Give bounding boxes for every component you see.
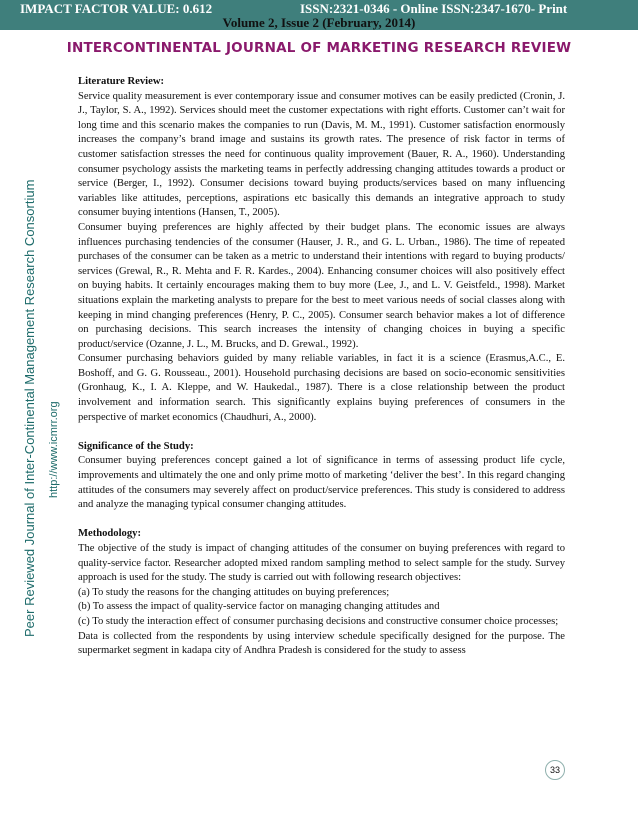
paragraph: Service quality measurement is ever contemporary issue and consumer motives can be easily predicted (Cronin, J. J., Taylor, S. A., 1992). Services should meet the customer expectations with right efforts. Customer can’t wait for long time and this scenario makes the companies to run (Davis, M. M., 1991). Customer satisfaction enormously increases the company’s brand image and sustains its growth rates. The presence of risk factor in terms of customer satisfaction stresses the need for continuous quality improvement (Bauer, R. A., 1960). Understanding consumer psychology assists the marketing teams in perfectly addressing changing attitudes towards a product or service (Berger, I., 1992). Consumer decisions toward buying products/services based on many influencing variables like attitudes, perceptions, aspirations etc basically this demands an integrative approach to study consumer buying intentions (Hansen, T., 2005).	[78, 90, 565, 219]
paragraph: The objective of the study is impact of changing attitudes of the consumer on buying preferences with regard to quality-service factor. Researcher adopted mixed random sampling method to select sample for the study. Survey approach is used for the study. The study is carried out with following research objectives:	[78, 543, 565, 584]
section-gap	[78, 425, 565, 440]
section-gap	[78, 513, 565, 528]
header-top-line	[0, 1, 638, 15]
section-heading-significance: Significance of the Study:	[78, 440, 194, 452]
objective-item: (b) To assess the impact of quality-service factor on managing changing attitudes and	[78, 601, 440, 613]
issn: ISSN:2321-0346 - Online ISSN:2347-1670- Print	[300, 1, 568, 16]
section-heading-literature-review: Literature Review:	[78, 76, 164, 87]
objective-item: (c) To study the interaction effect of consumer purchasing decisions and constructive consumer choice processes;	[78, 615, 559, 627]
objective-item: (a) To study the reasons for the changing attitudes on buying preferences;	[78, 586, 390, 598]
sidebar-url[interactable]: http://www.icmrr.org	[48, 401, 60, 498]
volume-issue: Volume 2, Issue 2 (February, 2014)	[222, 15, 416, 30]
paragraph: Consumer buying preferences are highly affected by their budget plans. The economic issues are always influences purchasing tendencies of the consumer (Hauser, J. R., and G. L. Urban., 1986). The time of repeated purchases of the consumer can be taken as a metric to understand their intentions with regard to buying products/ services (Grewal, R., R. Mehta and F. R. Kardes., 2004). Enhancing consumer choices will also positively effect on buying habits. It certainly encourages making them to buy more (Lee, J., and L. V. Geistfeld., 1998). Market situations explain the marketing analysts to prepare for the best to meet various needs of social classes along with keeping in mind changing preferences (Henry, P. C., 2005). Consumer search behavior makes a lot of difference on purchasing decisions. This search increases the intensity of changing choices in buying a specific product/service (Ozanne, J. L., M. Brucks, and D. Grewal., 1992).	[78, 221, 565, 350]
paragraph: Data is collected from the respondents by using interview schedule specifically designed for the purpose. The supermarket segment in kadapa city of Andhra Pradesh is considered for the study to assess	[78, 630, 565, 657]
header-bar	[0, 0, 638, 30]
page-number: 33	[545, 760, 565, 780]
article-body	[78, 75, 565, 659]
paragraph: Consumer buying preferences concept gained a lot of significance in terms of assessing product life cycle, improvements and ultimately the one and only prime motto of marketing ‘deliver the best’. In this regard changing attitudes of the consumers may severely affect on product/service preferences. This study is considered to address and analyze the managing typical consumer changing attitudes.	[78, 455, 565, 511]
section-heading-methodology: Methodology:	[78, 528, 141, 540]
impact-factor: IMPACT FACTOR VALUE: 0.612	[20, 1, 213, 16]
paragraph: Consumer purchasing behaviors guided by many reliable variables, in fact it is a science (Erasmus,A.C., E. Boshoff, and G. G. Rousseau., 2001). Household purchasing decisions are based on socio-economic sensitivities (Gronhaug, K., I. A. Kleppe, and W. Haukedal., 1987). There is a close relationship between the product involvement and information search. This significantly explains buying preferences of consumers in the perspective of market economics (Chaudhuri, A., 2000).	[78, 353, 565, 423]
journal-title: INTERCONTINENTAL JOURNAL OF MARKETING RESEARCH REVIEW	[66, 40, 572, 56]
sidebar-journal-name: Peer Reviewed Journal of Inter-Continental Management Research Consortium	[22, 179, 37, 637]
